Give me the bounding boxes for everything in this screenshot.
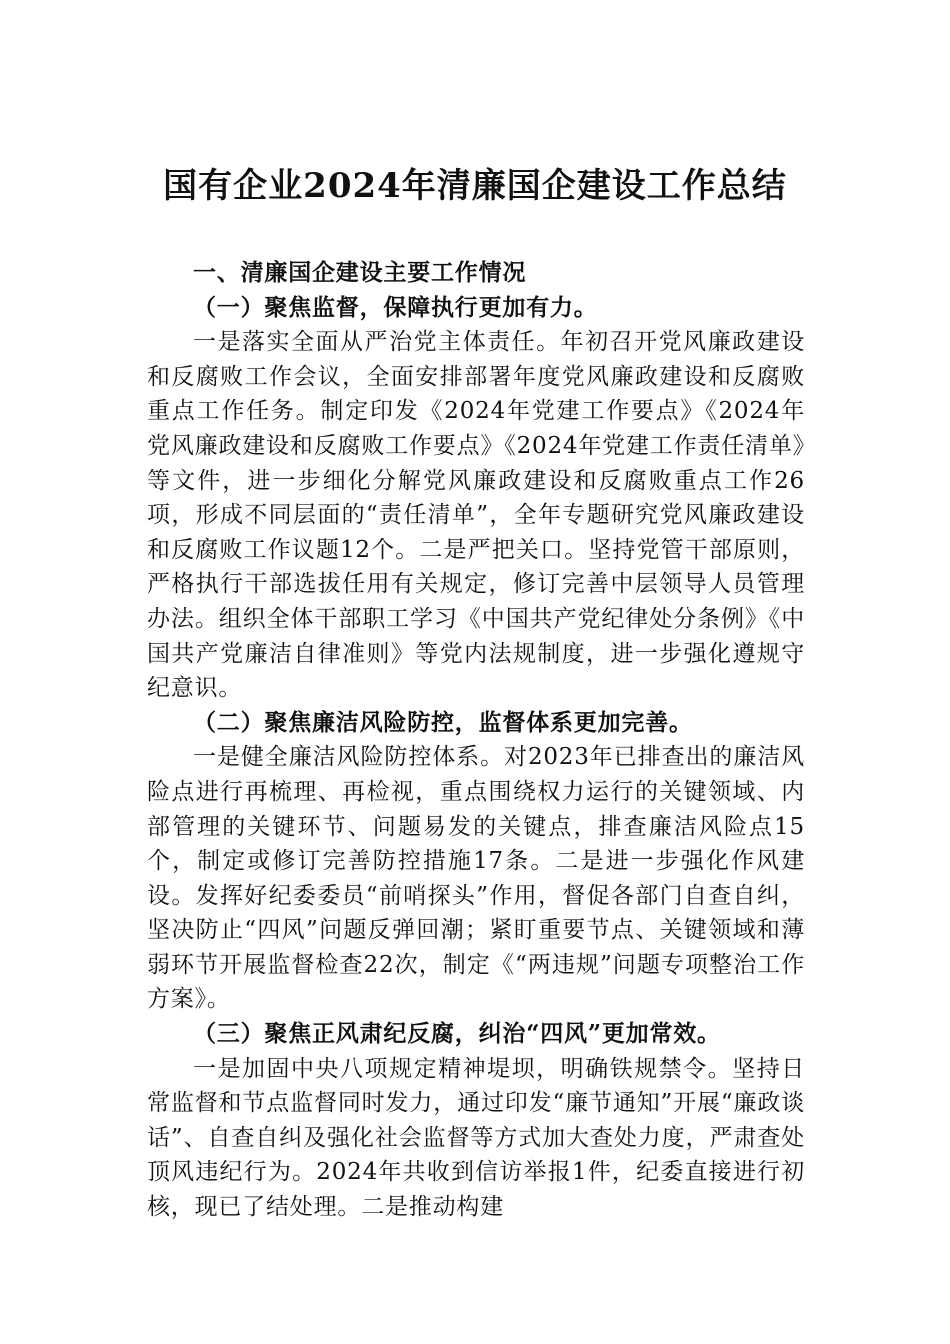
section-heading-1: 一、清廉国企建设主要工作情况 xyxy=(193,260,527,286)
document-title: 国有企业2024年清廉国企建设工作总结 xyxy=(163,166,787,206)
paragraph-2: 一是健全廉洁风险防控体系。对2023年已排查出的廉洁风险点进行再梳理、再检视，重点围绕权力运行的关键领域、内部管理的关键环节、问题易发的关键点，排查廉洁风险点15个，制定或修订完善防控措施17条。二是进一步强化作风建设。发挥好纪委委员“前哨探头”作用，督促各部门自查自纠，坚决防止“四风”问题反弹回潮；紧盯重要节点、关键领域和薄弱环节开展监督检查22次，制定《“两违规”问题专项整治工作方案》。 xyxy=(147,744,805,1013)
subsection-heading-1: （一）聚焦监督，保障执行更加有力。 xyxy=(193,293,598,321)
paragraph-1: 一是落实全面从严治党主体责任。年初召开党风廉政建设和反腐败工作会议，全面安排部署年度党风廉政建设和反腐败重点工作任务。制定印发《2024年党建工作要点》《2024年党风廉政建设和反腐败工作要点》《2024年党建工作责任清单》等文件，进一步细化分解党风廉政建设和反腐败重点工作26项，形成不同层面的“责任清单”，全年专题研究党风廉政建设和反腐败工作议题12个。二是严把关口。坚持党管干部原则，严格执行干部选拔任用有关规定，修订完善中层领导人员管理办法。组织全体干部职工学习《中国共产党纪律处分条例》《中国共产党廉洁自律准则》等党内法规制度，进一步强化遵规守纪意识。 xyxy=(147,329,805,702)
subsection-heading-2: （二）聚焦廉洁风险防控，监督体系更加完善。 xyxy=(193,708,693,736)
paragraph-3: 一是加固中央八项规定精神堤坝，明确铁规禁令。坚持日常监督和节点监督同时发力，通过印发“廉节通知”开展“廉政谈话”、自查自纠及强化社会监督等方式加大查处力度，严肃查处顶风违纪行为。2024年共收到信访举报1件，纪委直接进行初核，现已了结处理。二是推动构建 xyxy=(147,1055,805,1221)
document-body xyxy=(147,256,805,1225)
subsection-heading-3: （三）聚焦正风肃纪反腐，纠治“四风”更加常效。 xyxy=(193,1020,721,1048)
